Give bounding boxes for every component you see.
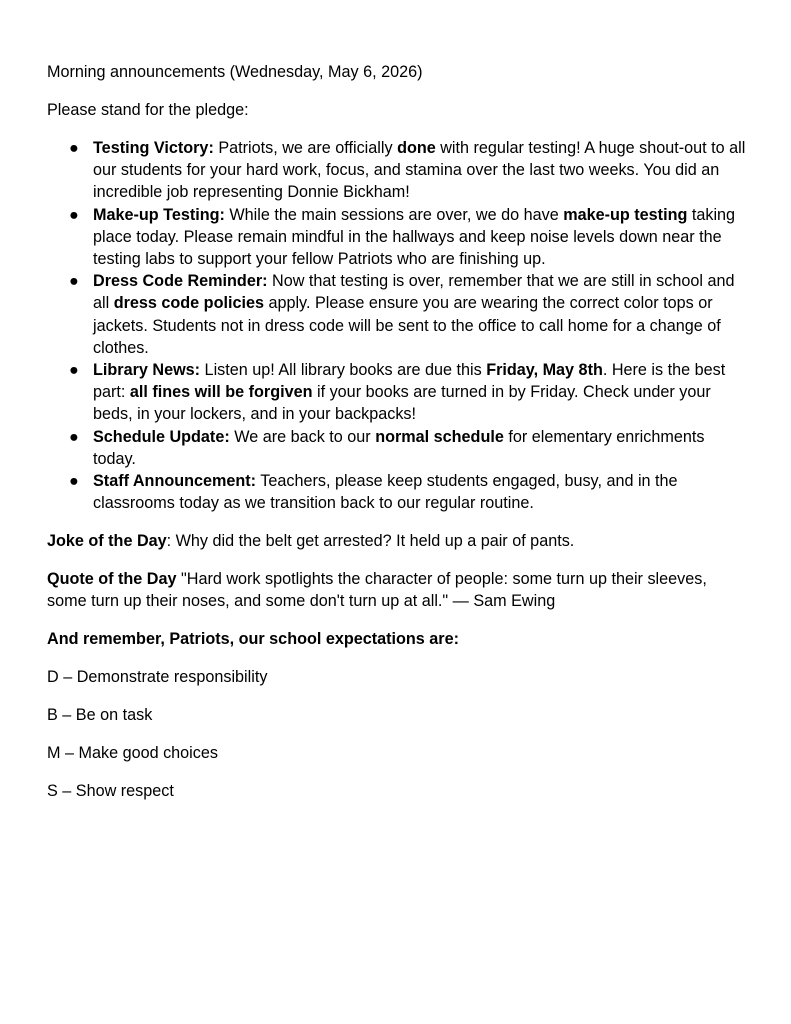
- bullet-icon: ●: [69, 427, 79, 446]
- bold-text-run: done: [397, 139, 436, 157]
- bullet-icon: ●: [69, 139, 79, 157]
- text-run: taking place today. Please remain mindful in the hallways and keep noise levels down near the testing labs to support your fellow Patriots who are finishing up.: [93, 205, 736, 269]
- announcement-item: [47, 470, 747, 514]
- text-run: with regular testing! A huge shout-out to all our students for your hard work, focus, and stamina over the last two weeks. You did an incredible job representing Donnie Bickham!: [93, 139, 746, 202]
- expectation-item: S – Show respect: [47, 782, 174, 801]
- bold-text-run: Schedule Update:: [93, 427, 230, 446]
- text-run: for elementary enrichments today.: [93, 427, 705, 468]
- bold-text-run: normal schedule: [375, 427, 504, 446]
- announcement-item: [47, 137, 747, 204]
- bold-text-run: all fines will be forgiven: [129, 383, 313, 402]
- bold-text-run: Staff Announcement:: [93, 472, 257, 491]
- bold-text-run: Make-up Testing:: [93, 205, 225, 224]
- quote-label: Quote of the Day: [47, 570, 177, 589]
- expectations-heading: [47, 628, 747, 650]
- bullet-icon: ●: [69, 472, 79, 491]
- bold-text-run: Friday, May 8th: [486, 361, 603, 380]
- announcement-item: [47, 270, 747, 359]
- text-run: We are back to our: [229, 427, 376, 446]
- expectation-item: D – Demonstrate responsibility: [47, 668, 268, 687]
- expectations-heading-text: And remember, Patriots, our school expectations are:: [47, 630, 459, 649]
- bold-text-run: Testing Victory:: [93, 139, 214, 157]
- bullet-icon: ●: [69, 205, 79, 224]
- bold-text-run: Dress Code Reminder:: [93, 272, 268, 291]
- text-run: Now that testing is over, remember that we are still in school and all: [93, 272, 735, 313]
- text-run: . Here is the best part:: [93, 361, 726, 402]
- joke-text: : Why did the belt get arrested? It held up a pair of pants.: [166, 532, 575, 551]
- announcement-item: [47, 204, 747, 271]
- bold-text-run: Library News:: [93, 361, 201, 380]
- announcement-item: [47, 426, 747, 470]
- joke-label: Joke of the Day: [47, 532, 167, 551]
- announcement-title: Morning announcements (Wednesday, May 6, 2026): [47, 63, 423, 81]
- text-run: Patriots, we are officially: [213, 139, 398, 157]
- text-run: if your books are turned in by Friday. Check under your beds, in your lockers, and in your backpacks!: [93, 383, 711, 424]
- text-run: Listen up! All library books are due this: [200, 361, 487, 380]
- bold-text-run: dress code policies: [113, 294, 264, 313]
- announcement-item: [47, 359, 747, 426]
- bullet-icon: ●: [69, 272, 79, 291]
- announcement-list: [47, 137, 747, 514]
- text-run: While the main sessions are over, we do have: [224, 205, 564, 224]
- text-run: apply. Please ensure you are wearing the correct color tops or jackets. Students not in dress code will be sent to the office to call home for a change of clothes.: [93, 294, 721, 357]
- quote-of-the-day: [47, 568, 747, 612]
- text-run: Teachers, please keep students engaged, busy, and in the classrooms today as we transition back to our regular routine.: [93, 472, 678, 513]
- expectation-item: B – Be on task: [47, 706, 153, 725]
- pledge-line: Please stand for the pledge:: [47, 101, 249, 119]
- bullet-icon: ●: [69, 361, 79, 380]
- joke-of-the-day: [47, 530, 747, 552]
- document-page: [47, 61, 747, 818]
- bold-text-run: make-up testing: [563, 205, 688, 224]
- quote-text: "Hard work spotlights the character of people: some turn up their sleeves, some turn up their noses, and some don't turn up at all." — Sam Ewing: [47, 570, 707, 611]
- expectation-item: M – Make good choices: [47, 744, 218, 763]
